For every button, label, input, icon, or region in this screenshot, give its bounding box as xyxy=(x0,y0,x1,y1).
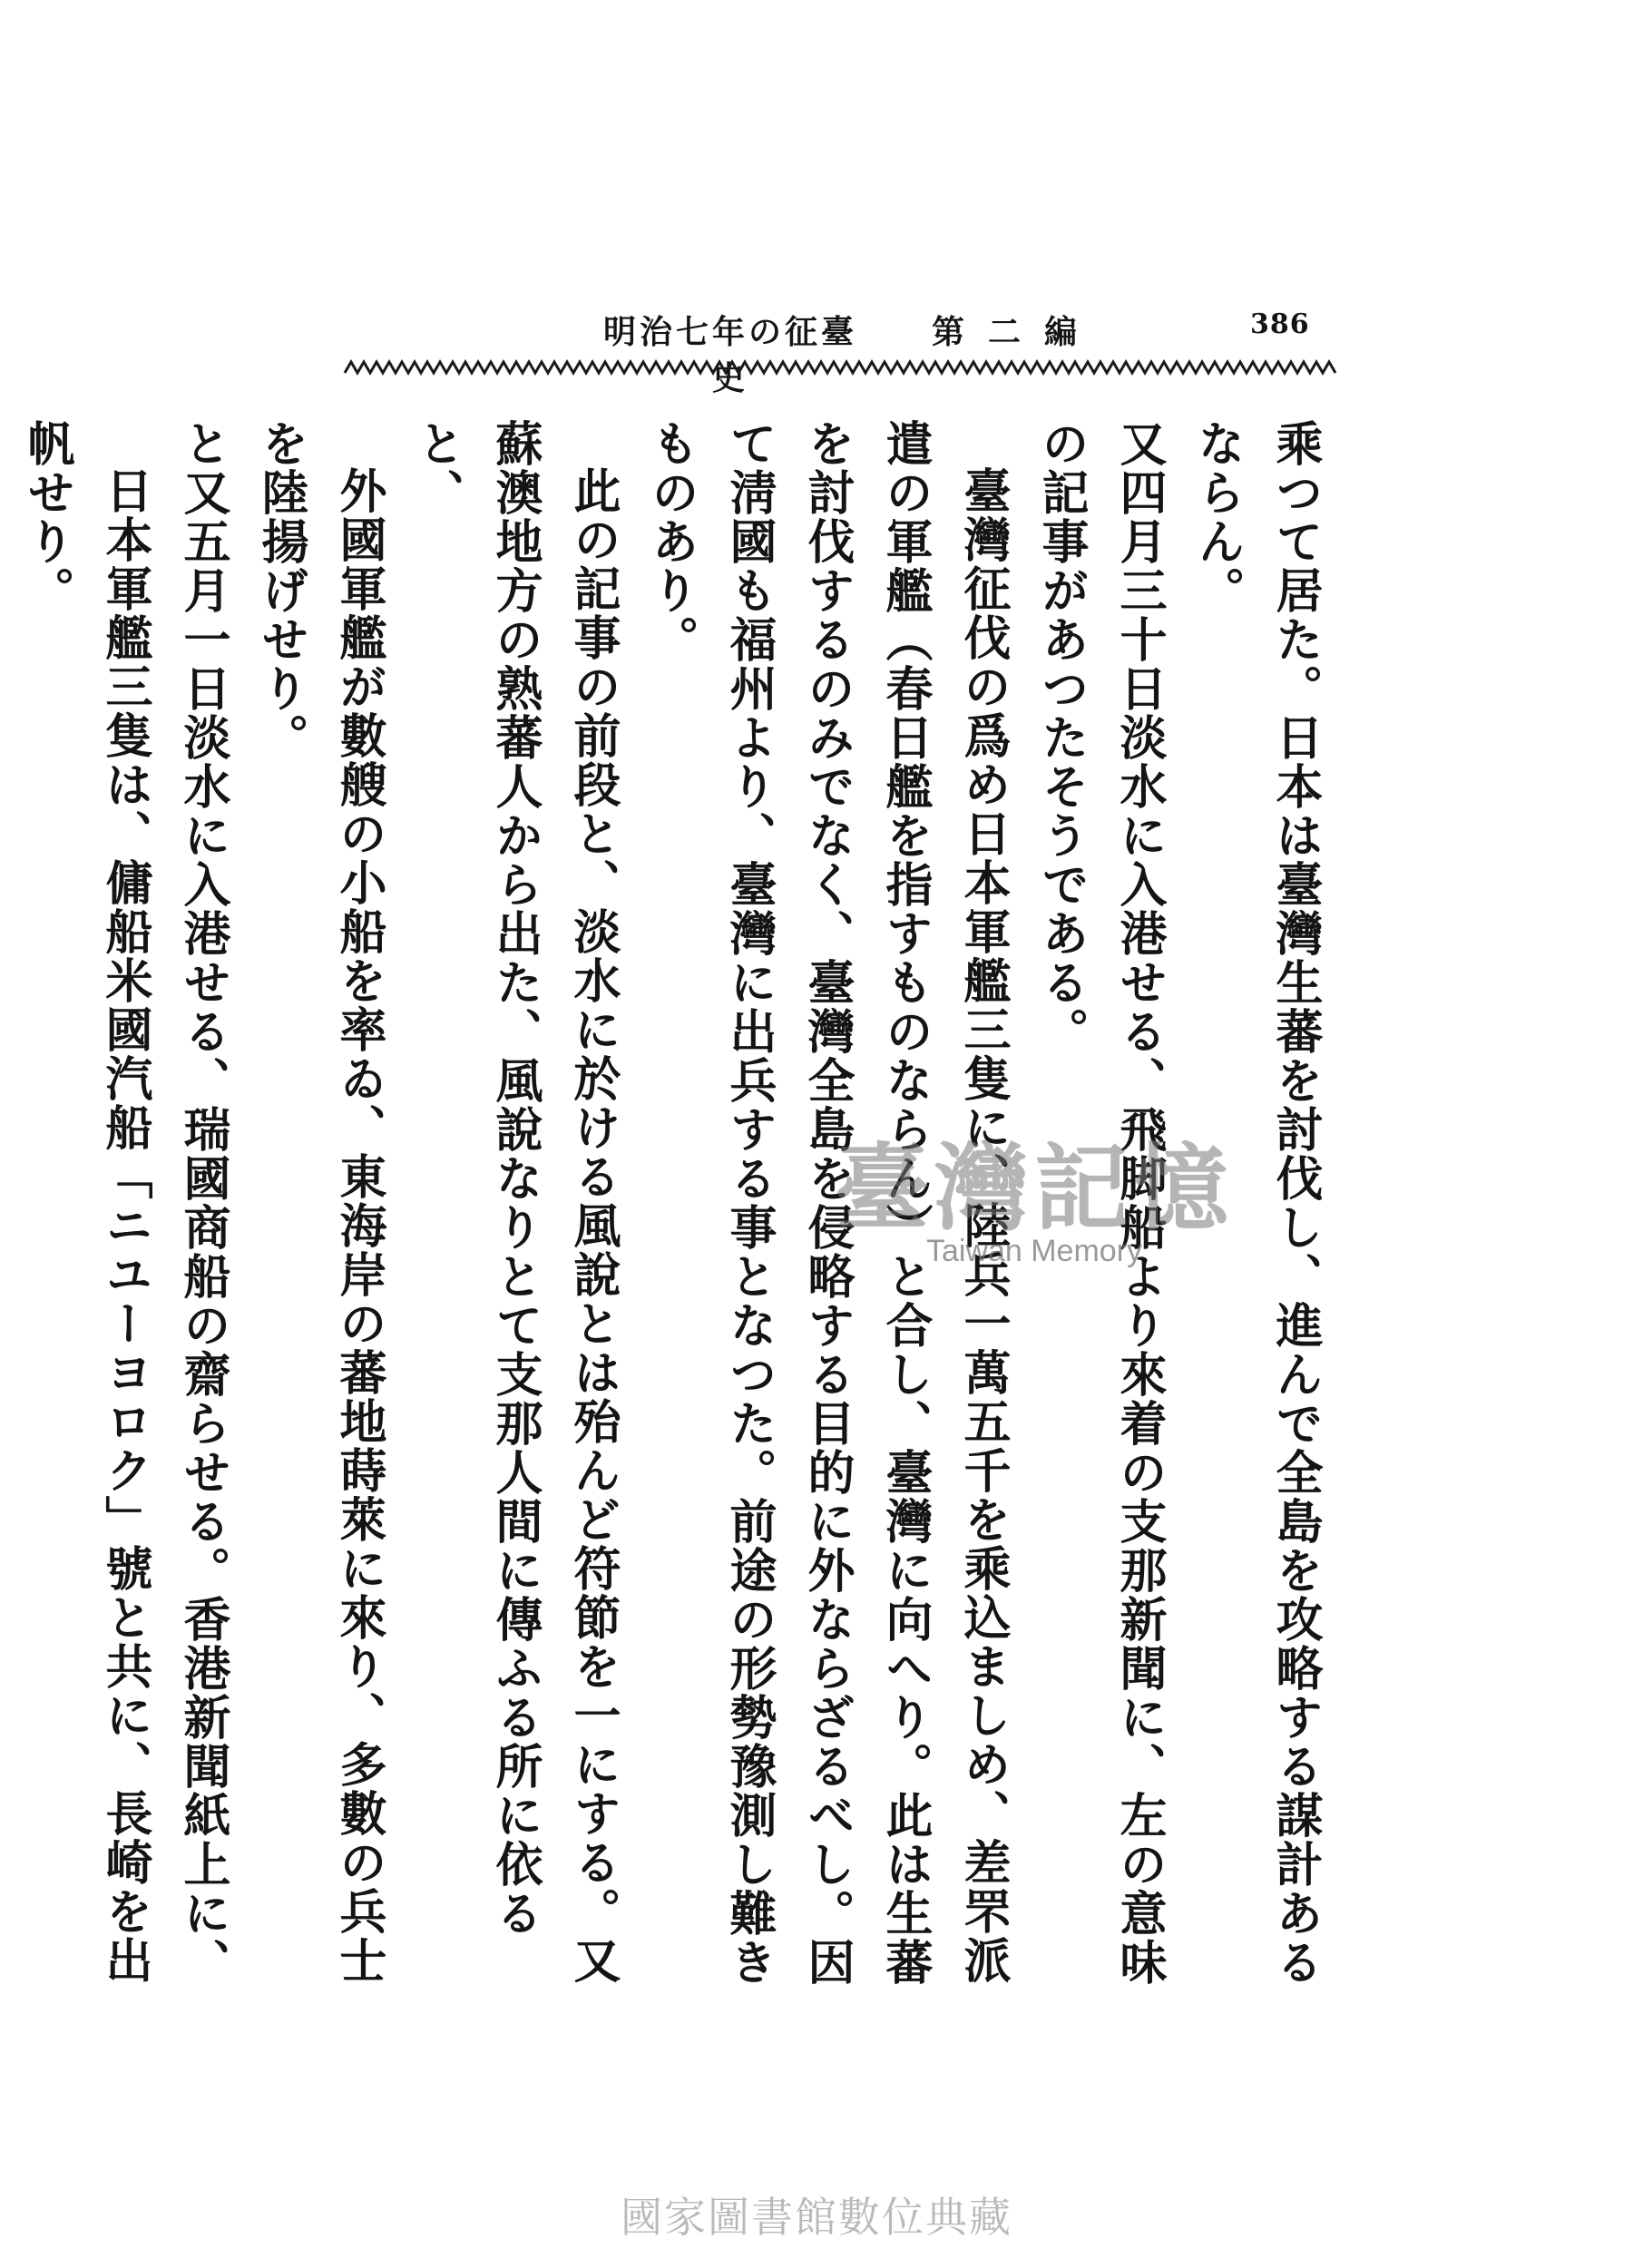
body-paragraph: 乘つて居た。日本は臺灣生蕃を討伐し、進んで全島を攻略する謀計あるならん。 xyxy=(1189,419,1323,1987)
body-paragraph: 外國軍艦が數艘の小船を率ゐ、東海岸の蕃地蒔萊に來り、多數の兵士を陸揚げせり。 xyxy=(253,419,386,1985)
decorative-wavy-rule xyxy=(345,356,1334,379)
running-head-part: 第二編 xyxy=(931,313,1100,351)
running-head-title: 明治七年の征臺史 xyxy=(602,313,857,397)
watermark-english: Taiwan Memory xyxy=(925,1234,1143,1268)
body-text xyxy=(19,419,1334,2016)
body-paragraph: と又五月一日淡水に入港せる、瑞國商船の齋らせる。香港新聞紙上に、 xyxy=(175,419,230,1987)
page-number: 386 xyxy=(1250,308,1310,340)
body-paragraph: 臺灣征伐の爲め日本軍艦三隻に、陸兵一萬五千を乘込ましめ、差罘派遣の軍艦（春日艦を指すものならん）と合し、臺灣に向へり。此は生蕃を討伐するのみでなく、臺灣全島を侵略する目的に外ならざるべし。因て淸國も福州より、臺灣に出兵する事となつた。前途の形勢豫測し難きものあり。 xyxy=(643,419,1011,1987)
body-paragraph: 又四月三十日淡水に入港せる、飛脚船より來着の支那新聞に、左の意味の記事があつたそうである。 xyxy=(1033,419,1167,1987)
body-paragraph: 日本軍艦三隻は、傭船米國汽船「ニユーヨロク」號と共に、長崎を出帆せり。 xyxy=(19,419,152,1985)
body-paragraph: 此の記事の前段と、淡水に於ける風說とは殆んど符節を一にする。又蘇澳地方の熟蕃人から出た、風說なりとて支那人間に傳ふる所に依ると、 xyxy=(409,419,621,1985)
body-paragraph xyxy=(0,419,7,2016)
watermark-chinese: 臺灣記憶 xyxy=(834,1132,1234,1244)
footer-credit: 國家圖書館數位典藏 xyxy=(621,2193,1012,2242)
